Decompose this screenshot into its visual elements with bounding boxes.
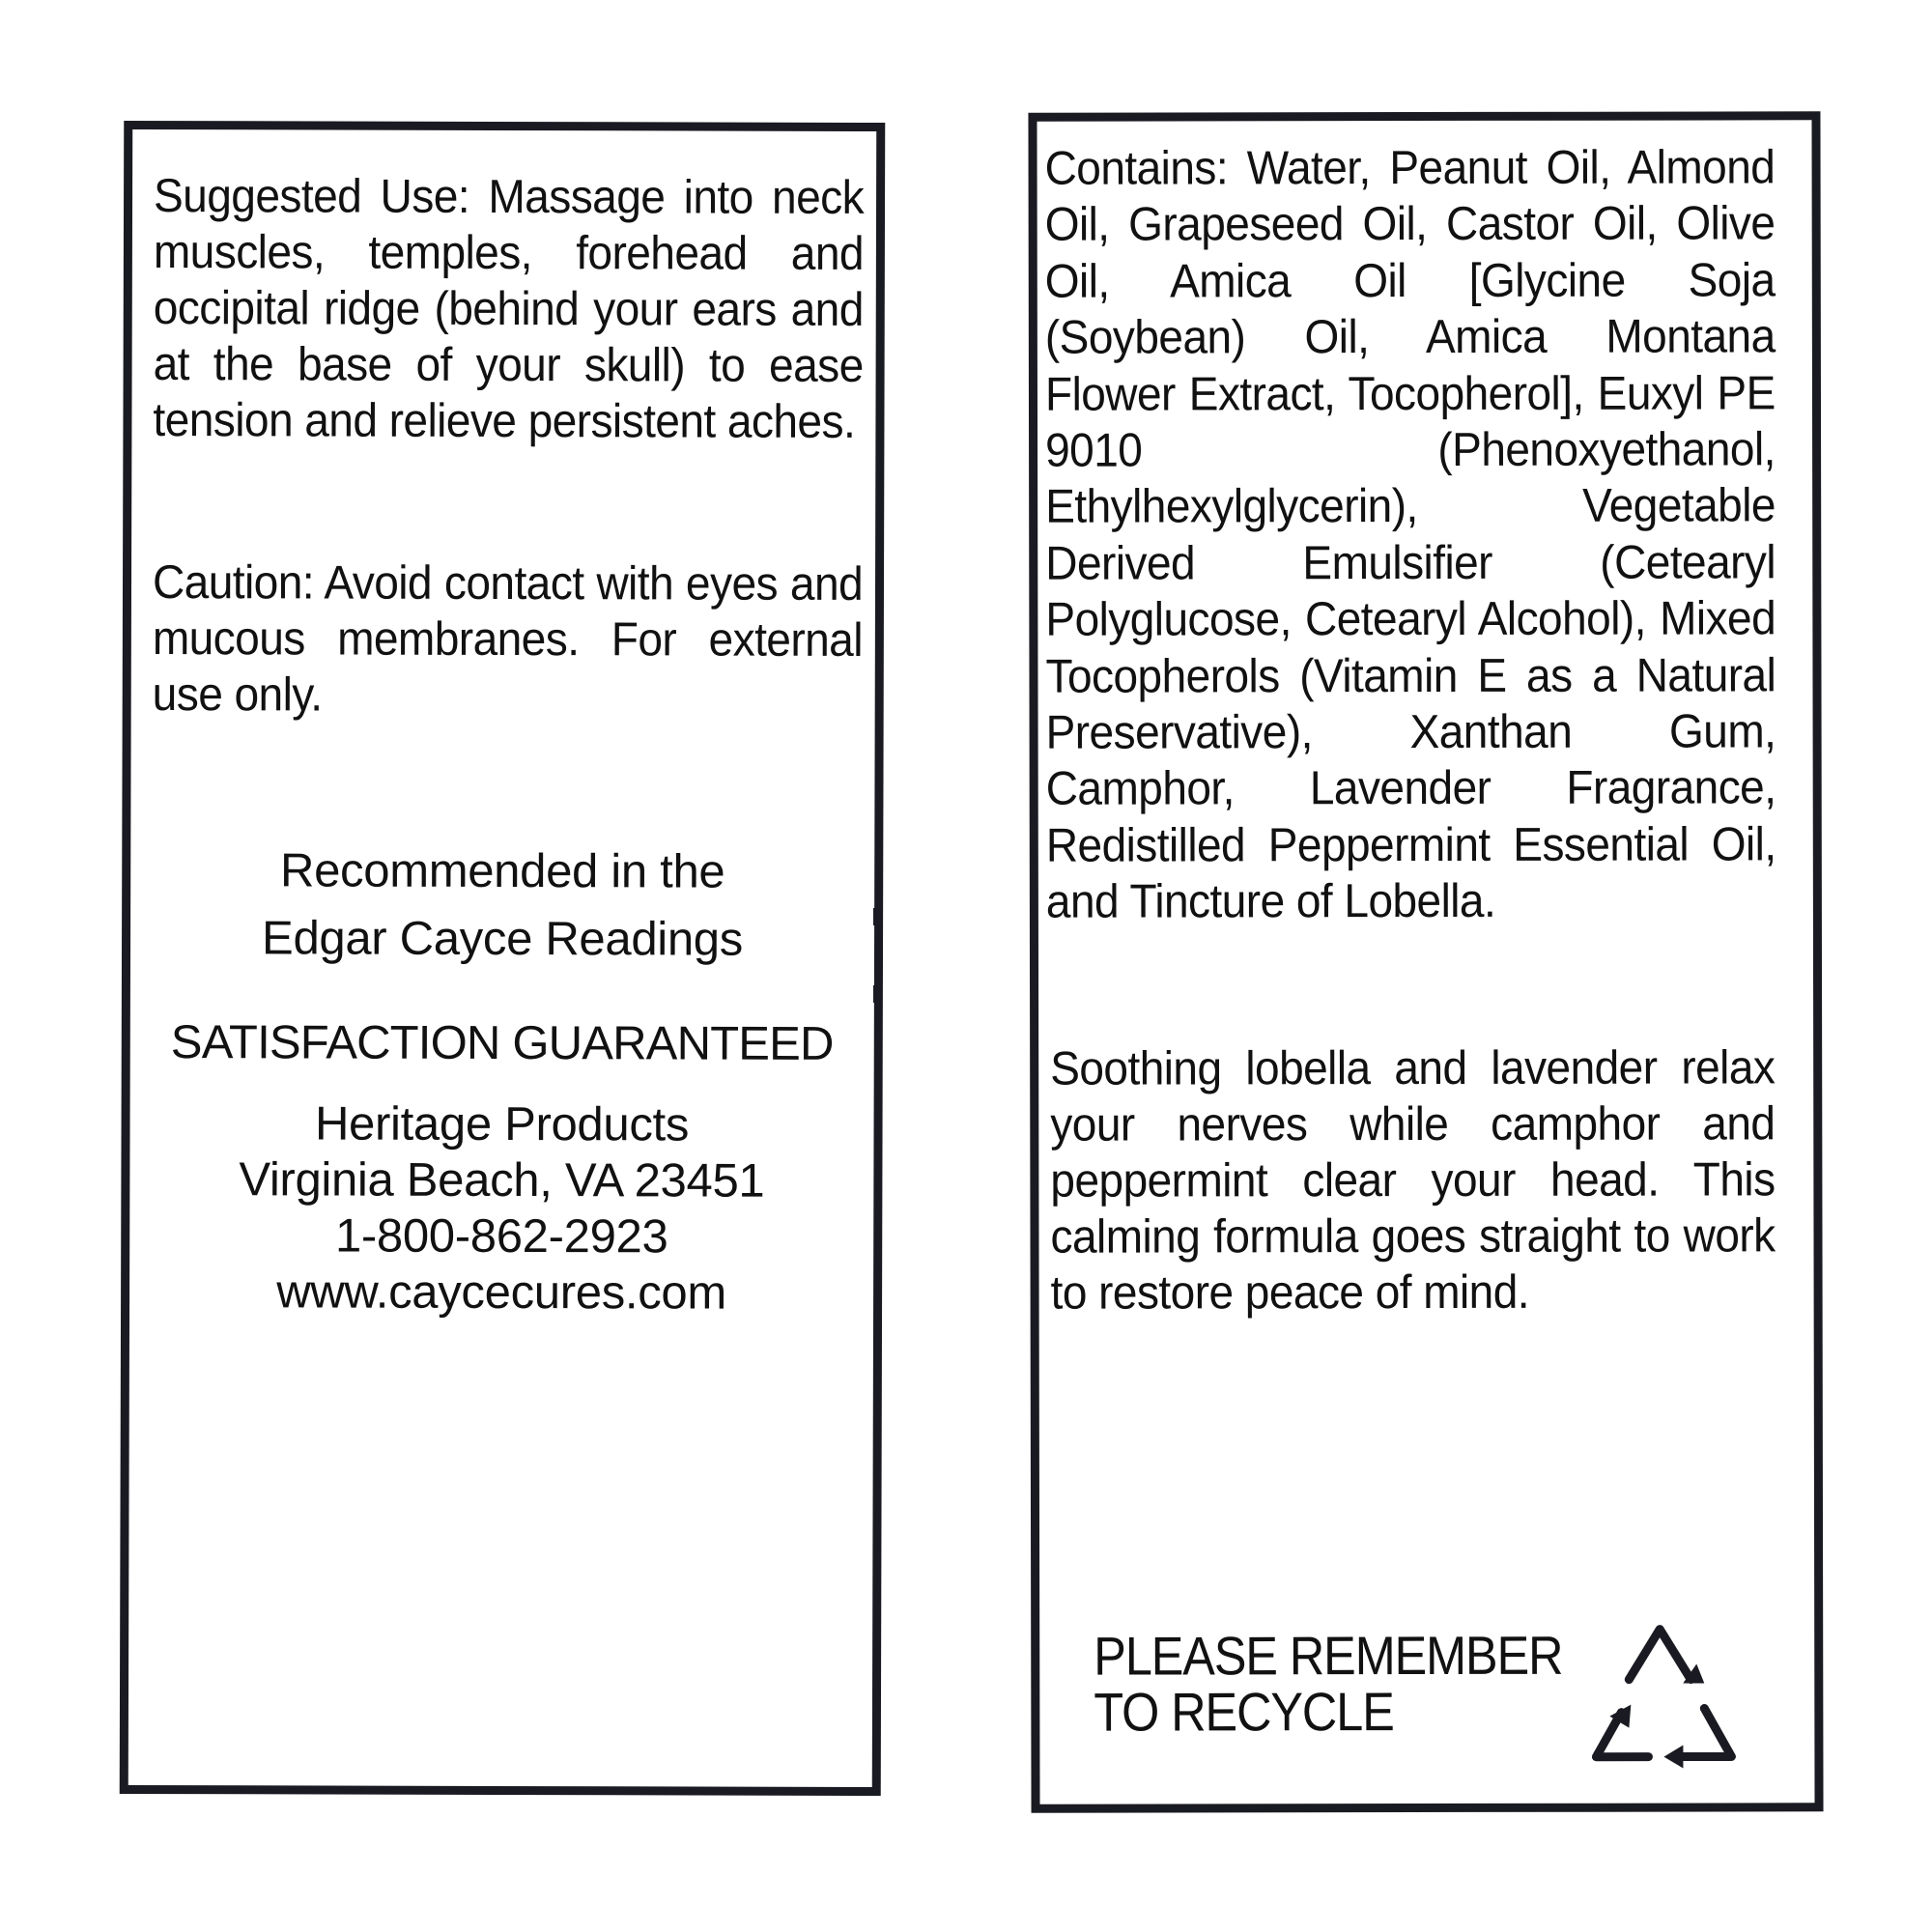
product-description: Soothing lobella and lavender relax your nerves while camphor and peppermint clear your head. This calming formula goes straight to work to restore peace of mind. bbox=[1050, 1041, 1776, 1320]
company-name: Heritage Products bbox=[314, 1097, 690, 1151]
ingredients-text: Contains: Water, Peanut Oil, Almond Oil, Grapeseed Oil, Castor Oil, Olive Oil, Amica Oil [Glycine Soja (Soybean) Oil, Amica Montana Flower Extract, Tocopherol], Euxyl PE 9010 (Phenoxyethanol, Ethylhexylglycerin), Vegetable Derived Emulsifier (Cetearyl Polyglucose, Cetearyl Alcohol), Mixed Tocopherols (Vitamin E as a Natural Preservative), Xanthan Gum, Camphor, Lavender Fragrance, Redistilled Peppermint Essential Oil, and Tincture of Lobella. bbox=[1044, 141, 1776, 928]
company-phone: 1-800-862-2923 bbox=[334, 1209, 668, 1264]
recycle-reminder bbox=[1094, 1624, 1563, 1743]
recycle-line-1: PLEASE REMEMBER bbox=[1094, 1624, 1563, 1687]
caution-text: Caution: Avoid contact with eyes and mucous membranes. For external use only. bbox=[152, 556, 864, 722]
company-info bbox=[129, 1095, 874, 1321]
company-address: Virginia Beach, VA 23451 bbox=[239, 1153, 765, 1208]
recycle-line-2: TO RECYCLE bbox=[1094, 1681, 1394, 1743]
edge-scratch-mark bbox=[875, 1043, 879, 1065]
recommendation-line-2: Edgar Cayce Readings bbox=[262, 912, 744, 966]
company-website: www.caycecures.com bbox=[276, 1265, 727, 1320]
suggested-use-text: Suggested Use: Massage into neck muscles, temples, forehead and occipital ridge (behind your ears and at the base of your skull) to ease tension and relieve persistent aches. bbox=[153, 170, 865, 448]
edge-scratch-mark bbox=[875, 811, 879, 835]
label-panel-left bbox=[120, 121, 886, 1796]
edge-scratch-mark bbox=[873, 985, 877, 1003]
recycle-icon bbox=[1586, 1615, 1745, 1774]
recommendation-line-1: Recommended in the bbox=[279, 844, 725, 898]
label-panel-right bbox=[1028, 111, 1823, 1812]
satisfaction-guarantee: SATISFACTION GUARANTEED bbox=[170, 1016, 834, 1070]
recommendation-note bbox=[130, 837, 874, 974]
edge-scratch-mark bbox=[873, 908, 877, 925]
